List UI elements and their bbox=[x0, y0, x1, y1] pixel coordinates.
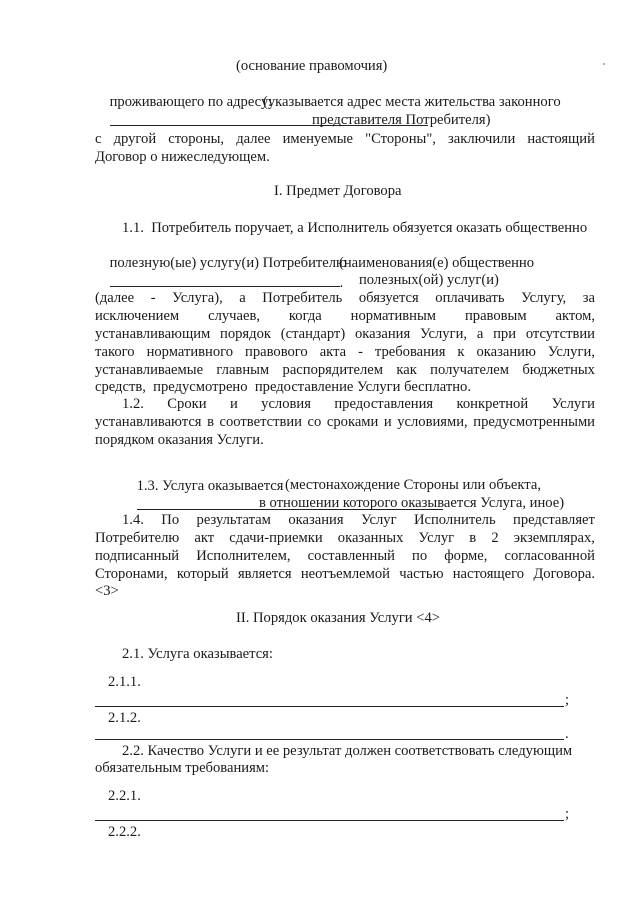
p212-label: 2.1.2. bbox=[108, 710, 141, 726]
word: устанавливаемые bbox=[95, 362, 204, 378]
word: (стандарт) bbox=[280, 326, 346, 342]
word: в bbox=[469, 530, 477, 546]
word: далее bbox=[236, 131, 271, 147]
p11-line-2-end: . bbox=[339, 275, 344, 291]
word: форме, bbox=[444, 548, 488, 564]
word: Услуг bbox=[418, 530, 455, 546]
word: при bbox=[493, 326, 517, 342]
word: соответствии bbox=[219, 414, 302, 430]
section-2-title: II. Порядок оказания Услуги <4> bbox=[236, 610, 441, 626]
word: По bbox=[161, 512, 180, 528]
word: - bbox=[150, 290, 156, 306]
word: а bbox=[239, 290, 246, 306]
word: сдачи-приемки bbox=[229, 530, 323, 546]
word: который bbox=[176, 566, 229, 582]
p221-label: 2.2.1. bbox=[108, 788, 141, 804]
word: результатам bbox=[196, 512, 271, 528]
word: актом, bbox=[555, 308, 595, 324]
location-caption-2: в отношении которого оказывается Услуга, иное) bbox=[259, 495, 565, 511]
word: именуемые bbox=[282, 131, 354, 147]
word: Услуги, bbox=[547, 344, 595, 360]
word: 1.2. bbox=[122, 396, 144, 412]
p22-line-1: 2.2. Качество Услуги и ее результат должен соответствовать следующим bbox=[122, 743, 573, 759]
p11-body-line bbox=[95, 361, 595, 379]
p21-heading: 2.1. Услуга оказывается: bbox=[122, 646, 273, 662]
word: получателем bbox=[430, 362, 509, 378]
p211-blank bbox=[95, 706, 564, 707]
word: Исполнителем, bbox=[196, 548, 291, 564]
p11-body-line bbox=[95, 307, 595, 325]
p13-label: 1.3. Услуга оказывается bbox=[136, 478, 284, 494]
p12-line-1 bbox=[122, 395, 595, 413]
word: оплачивать bbox=[435, 290, 505, 306]
word: устанавливающим bbox=[95, 326, 211, 342]
word: а bbox=[476, 326, 484, 342]
word: распорядителем bbox=[282, 362, 383, 378]
p212-blank bbox=[95, 739, 564, 740]
word: Договора. bbox=[533, 566, 595, 582]
word: Потребитель bbox=[262, 290, 343, 306]
word: когда bbox=[288, 308, 322, 324]
p12-line-2 bbox=[95, 413, 595, 431]
word: обязуется bbox=[358, 290, 419, 306]
word: заключили bbox=[448, 131, 516, 147]
p11-body-line bbox=[95, 343, 595, 361]
services-caption-1: (наименования(е) общественно bbox=[339, 255, 534, 271]
word: сроками bbox=[326, 414, 379, 430]
word: оказанию bbox=[476, 344, 536, 360]
word: Услуг bbox=[360, 512, 397, 528]
word: устанавливаются bbox=[95, 414, 202, 430]
word: условиями, bbox=[397, 414, 468, 430]
word: в bbox=[207, 414, 214, 430]
intro-line bbox=[95, 130, 595, 148]
p211-end: ; bbox=[565, 692, 570, 708]
word: другой bbox=[113, 131, 157, 147]
word: такого bbox=[95, 344, 135, 360]
word: предусмотренными bbox=[473, 414, 595, 430]
word: оказанных bbox=[337, 530, 404, 546]
word: 1.4. bbox=[122, 512, 144, 528]
word: со bbox=[307, 414, 322, 430]
p14-body-line bbox=[122, 511, 595, 529]
p11-body-line bbox=[95, 325, 595, 343]
word: "Стороны", bbox=[365, 131, 436, 147]
p211-label: 2.1.1. bbox=[108, 674, 141, 690]
word: является bbox=[237, 566, 292, 582]
word: условия bbox=[261, 396, 311, 412]
word: предоставления bbox=[334, 396, 434, 412]
word: 2 bbox=[491, 530, 499, 546]
word: главным bbox=[216, 362, 270, 378]
p11-line-2-text: полезную(ые) услугу(и) Потребителю bbox=[109, 255, 347, 271]
word: к bbox=[457, 344, 465, 360]
word: неотъемлемой bbox=[300, 566, 390, 582]
word: составленный bbox=[307, 548, 395, 564]
word: частью bbox=[399, 566, 444, 582]
word: (далее bbox=[95, 290, 135, 306]
word: с bbox=[95, 131, 102, 147]
word: бюджетных bbox=[522, 362, 595, 378]
word: за bbox=[582, 290, 595, 306]
word: правового bbox=[245, 344, 308, 360]
p22-line-2: обязательным требованиям: bbox=[95, 760, 270, 776]
p11-body-line bbox=[95, 289, 595, 307]
word: согласованной bbox=[504, 548, 595, 564]
word: Потребителю bbox=[95, 530, 180, 546]
word: представляет bbox=[513, 512, 595, 528]
section-1-title: I. Предмет Договора bbox=[274, 183, 402, 199]
services-blank bbox=[110, 272, 340, 287]
word: оказания bbox=[288, 512, 344, 528]
word: Сроки bbox=[167, 396, 207, 412]
services-caption-2: полезных(ой) услуг(и) bbox=[359, 272, 499, 288]
word: Исполнитель bbox=[413, 512, 496, 528]
p11-line-1: 1.1. Потребитель поручает, а Исполнитель обязуется оказать общественно bbox=[122, 220, 588, 236]
p212-end: . bbox=[565, 726, 569, 742]
word: Услуги bbox=[551, 396, 595, 412]
footnote-ref-3: <3> bbox=[95, 583, 119, 599]
word: отсутствии bbox=[525, 326, 595, 342]
word: порядок bbox=[220, 326, 271, 342]
address-label: проживающего по адресу: bbox=[109, 94, 273, 110]
word: Услугу, bbox=[521, 290, 567, 306]
p222-label: 2.2.2. bbox=[108, 824, 141, 840]
basis-caption: (основание правомочия) bbox=[236, 58, 388, 74]
p221-blank bbox=[95, 820, 564, 821]
word: нормативного bbox=[146, 344, 234, 360]
word: и bbox=[383, 414, 392, 430]
word: Сторонами, bbox=[95, 566, 168, 582]
word: настоящий bbox=[527, 131, 595, 147]
word: экземплярах, bbox=[513, 530, 595, 546]
location-caption-1: (местонахождение Стороны или объекта, bbox=[285, 477, 541, 493]
word: случаев, bbox=[208, 308, 260, 324]
word: - bbox=[358, 344, 363, 360]
p14-body-line bbox=[95, 565, 595, 583]
word: требования bbox=[374, 344, 446, 360]
word: правовым bbox=[464, 308, 527, 324]
word: акт bbox=[194, 530, 215, 546]
word: акта bbox=[319, 344, 347, 360]
word: исключением bbox=[95, 308, 180, 324]
word: конкретной bbox=[456, 396, 529, 412]
p14-body-line bbox=[95, 529, 595, 547]
p221-end: ; bbox=[565, 806, 570, 822]
word: как bbox=[396, 362, 417, 378]
word: и bbox=[229, 396, 238, 412]
word: настоящего bbox=[452, 566, 525, 582]
intro-end: Договор о нижеследующем. bbox=[95, 149, 270, 165]
word: оказания bbox=[354, 326, 411, 342]
p14-body-line bbox=[95, 547, 595, 565]
word: стороны, bbox=[168, 131, 225, 147]
scan-speck bbox=[603, 63, 605, 65]
p12-end: порядком оказания Услуги. bbox=[95, 432, 264, 448]
p11-end: средств, предусмотрено предоставление Услуги бесплатно. bbox=[95, 379, 471, 395]
address-caption-1: (указывается адрес места жительства законного bbox=[263, 94, 561, 110]
address-caption-2: представителя Потребителя) bbox=[312, 112, 491, 128]
word: нормативным bbox=[350, 308, 437, 324]
word: по bbox=[412, 548, 428, 564]
word: Услуги, bbox=[419, 326, 468, 342]
word: Услуга), bbox=[172, 290, 223, 306]
word: подписанный bbox=[95, 548, 180, 564]
